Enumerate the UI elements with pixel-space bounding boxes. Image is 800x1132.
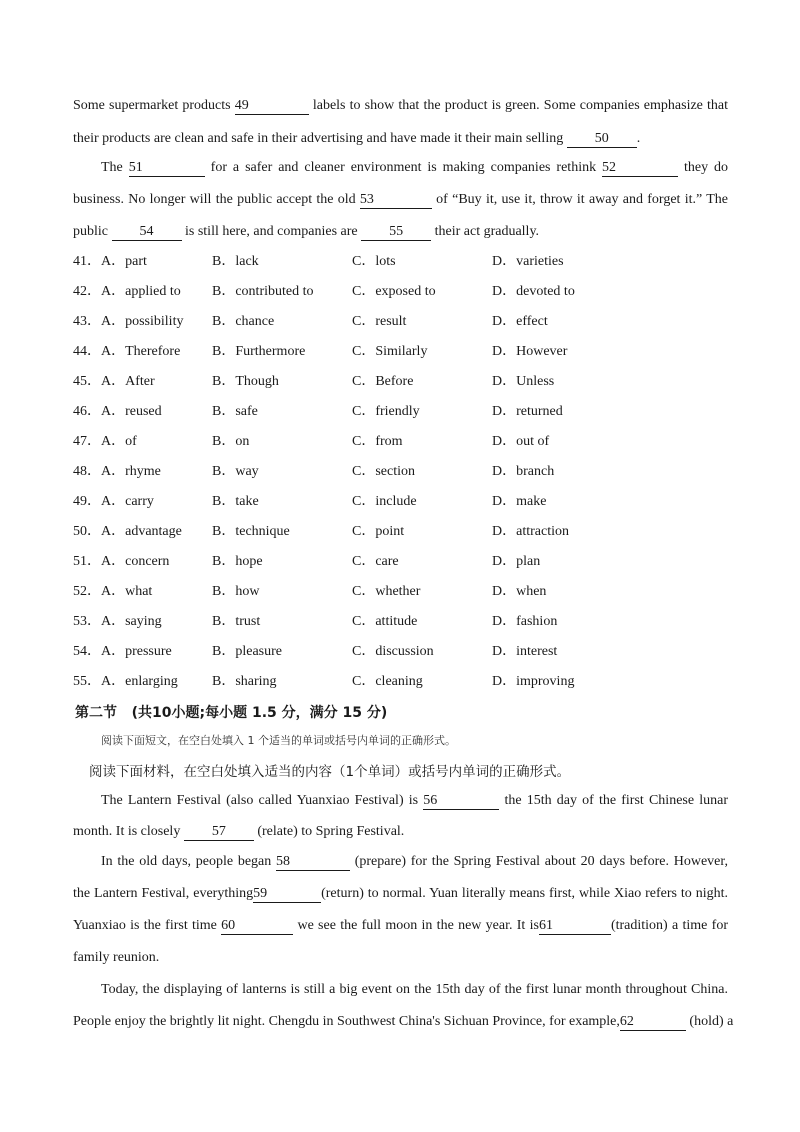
question-48-option-b[interactable]: B．way — [212, 464, 259, 479]
passage2-line-7 — [101, 980, 728, 1000]
question-47 — [73, 432, 733, 452]
question-41-option-c[interactable]: C．lots — [352, 254, 396, 269]
question-45-option-b[interactable]: B．Though — [212, 374, 279, 389]
question-47-option-a[interactable] — [73, 432, 137, 452]
text-run: . — [636, 131, 641, 146]
question-48-option-a[interactable] — [73, 462, 161, 482]
blank-54[interactable]: 54 — [112, 223, 182, 241]
text-run: The Lantern Festival (also called Yuanxiao Festival) is — [101, 793, 424, 808]
blank-59[interactable]: 59 — [253, 885, 321, 903]
question-54 — [73, 642, 733, 662]
question-41-option-d[interactable]: D．varieties — [492, 254, 564, 269]
question-number: 54． — [73, 644, 101, 659]
question-51-option-a[interactable] — [73, 552, 169, 572]
question-41-option-a[interactable] — [73, 252, 147, 272]
text-run: the Lantern Festival, everything — [73, 886, 254, 901]
question-52 — [73, 582, 733, 602]
blank-50[interactable]: 50 — [567, 130, 637, 148]
question-52-option-c[interactable]: C．whether — [352, 584, 421, 599]
text-run: Yuanxiao is the first time — [73, 918, 222, 933]
question-55-option-b[interactable]: B．sharing — [212, 674, 277, 689]
question-number: 42． — [73, 284, 101, 299]
text-run: their products are clean and safe in their advertising and have made it their main selling — [73, 131, 567, 146]
question-55-option-c[interactable]: C．cleaning — [352, 674, 423, 689]
question-53-option-a[interactable] — [73, 612, 162, 632]
question-54-option-a[interactable] — [73, 642, 172, 662]
question-50-option-b[interactable]: B．technique — [212, 524, 290, 539]
question-55 — [73, 672, 733, 692]
blank-62[interactable]: 62 — [620, 1013, 686, 1031]
question-number: 48． — [73, 464, 101, 479]
question-number: 55． — [73, 674, 101, 689]
text-run: Some supermarket products — [73, 98, 235, 113]
blank-52[interactable]: 52 — [602, 159, 678, 177]
question-53-option-c[interactable]: C．attitude — [352, 614, 418, 629]
section-title: 第二节 — [75, 705, 117, 721]
question-50-option-a[interactable] — [73, 522, 182, 542]
question-42-option-c[interactable]: C．exposed to — [352, 284, 436, 299]
text-run: (prepare) for the Spring Festival about 20 days before. However, — [349, 854, 729, 869]
blank-49[interactable]: 49 — [235, 97, 309, 115]
question-43-option-c[interactable]: C．result — [352, 314, 407, 329]
text-run: is still here, and companies are — [181, 224, 362, 239]
text-run: month. It is closely — [73, 824, 184, 839]
question-44 — [73, 342, 733, 362]
option-text: A．pressure — [101, 644, 172, 659]
passage1-line-5 — [73, 222, 728, 242]
passage1-line-3 — [101, 158, 728, 178]
text-run: they do — [678, 160, 729, 175]
question-53-option-d[interactable]: D．fashion — [492, 614, 558, 629]
question-43-option-a[interactable] — [73, 312, 183, 332]
question-42-option-d[interactable]: D．devoted to — [492, 284, 575, 299]
text-run: The — [101, 160, 129, 175]
blank-57[interactable]: 57 — [184, 823, 254, 841]
question-number: 53． — [73, 614, 101, 629]
question-48-option-d[interactable]: D．branch — [492, 464, 555, 479]
question-52-option-a[interactable] — [73, 582, 152, 602]
blank-60[interactable]: 60 — [221, 917, 293, 935]
question-42 — [73, 282, 733, 302]
question-50-option-c[interactable]: C．point — [352, 524, 405, 539]
text-run: business. No longer will the public accept the old — [73, 192, 360, 207]
question-43-option-d[interactable]: D．effect — [492, 314, 548, 329]
option-text: A．part — [101, 254, 147, 269]
blank-56[interactable]: 56 — [423, 792, 499, 810]
blank-55[interactable]: 55 — [361, 223, 431, 241]
passage2-line-1 — [101, 791, 728, 811]
section-directions: 阅读下面材料，在空白处填入适当的内容（1个单词）或括号内单词的正确形式。 — [89, 764, 571, 780]
passage1-line-1 — [73, 96, 728, 116]
section-scoring: (共10小题;每小题 1.5 分，满分 15 分) — [131, 705, 388, 721]
option-text: A．advantage — [101, 524, 182, 539]
question-53 — [73, 612, 733, 632]
passage2-line-6 — [73, 948, 728, 968]
question-47-option-d[interactable]: D．out of — [492, 434, 550, 449]
text-run: their act gradually. — [431, 224, 540, 239]
passage2-line-2 — [73, 822, 728, 842]
question-43 — [73, 312, 733, 332]
question-54-option-b[interactable]: B．pleasure — [212, 644, 282, 659]
blank-61[interactable]: 61 — [539, 917, 611, 935]
question-50-option-d[interactable]: D．attraction — [492, 524, 569, 539]
option-text: A．reused — [101, 404, 162, 419]
question-49 — [73, 492, 733, 512]
question-41 — [73, 252, 733, 272]
question-46-option-c[interactable]: C．friendly — [352, 404, 420, 419]
question-number: 49． — [73, 494, 101, 509]
question-51-option-b[interactable]: B．hope — [212, 554, 263, 569]
question-42-option-b[interactable]: B．contributed to — [212, 284, 314, 299]
option-text: A．rhyme — [101, 464, 161, 479]
text-run: (relate) to Spring Festival. — [253, 824, 405, 839]
blank-51[interactable]: 51 — [129, 159, 205, 177]
question-55-option-d[interactable]: D．improving — [492, 674, 575, 689]
question-48-option-c[interactable]: C．section — [352, 464, 415, 479]
passage2-line-5 — [73, 916, 728, 936]
text-run: we see the full moon in the new year. It is — [293, 918, 539, 933]
section-note: 阅读下面短文，在空白处填入 1 个适当的单词或括号内单词的正确形式。 — [101, 734, 456, 747]
question-46-option-d[interactable]: D．returned — [492, 404, 563, 419]
question-51 — [73, 552, 733, 572]
text-run: (return) to normal. Yuan literally means first, while Xiao refers to night. — [321, 886, 728, 901]
passage2-line-3 — [101, 852, 728, 872]
text-run: family reunion. — [73, 950, 160, 965]
text-run: labels to show that the product is green. Some companies emphasize that — [308, 98, 729, 113]
passage1-line-4 — [73, 190, 728, 210]
question-number: 43． — [73, 314, 101, 329]
question-49-option-c[interactable]: C．include — [352, 494, 417, 509]
question-44-option-a[interactable] — [73, 342, 180, 362]
option-text: A．of — [101, 434, 137, 449]
question-46 — [73, 402, 733, 422]
question-45-option-c[interactable]: C．Before — [352, 374, 414, 389]
text-run: the 15th day of the first Chinese lunar — [499, 793, 728, 808]
question-51-option-c[interactable]: C．care — [352, 554, 399, 569]
question-44-option-b[interactable]: B．Furthermore — [212, 344, 306, 359]
option-text: A．possibility — [101, 314, 184, 329]
blank-58[interactable]: 58 — [276, 853, 350, 871]
question-54-option-d[interactable]: D．interest — [492, 644, 558, 659]
question-47-option-b[interactable]: B．on — [212, 434, 250, 449]
question-54-option-c[interactable]: C．discussion — [352, 644, 434, 659]
text-run: public — [73, 224, 112, 239]
option-text: A．carry — [101, 494, 154, 509]
question-42-option-a[interactable] — [73, 282, 181, 302]
option-text: A．saying — [101, 614, 162, 629]
question-number: 45． — [73, 374, 101, 389]
question-49-option-b[interactable]: B．take — [212, 494, 259, 509]
option-text: A．applied to — [101, 284, 181, 299]
passage2-line-8 — [73, 1012, 734, 1032]
question-number: 46． — [73, 404, 101, 419]
question-46-option-b[interactable]: B．safe — [212, 404, 258, 419]
option-text: A．concern — [101, 554, 170, 569]
question-49-option-a[interactable] — [73, 492, 154, 512]
question-50 — [73, 522, 733, 542]
question-47-option-c[interactable]: C．from — [352, 434, 403, 449]
question-44-option-d[interactable]: D．However — [492, 344, 568, 359]
question-number: 44． — [73, 344, 101, 359]
text-run: (tradition) a time for — [610, 918, 728, 933]
question-number: 51． — [73, 554, 101, 569]
text-run: for a safer and cleaner environment is making companies rethink — [204, 160, 603, 175]
question-number: 50． — [73, 524, 101, 539]
question-49-option-d[interactable]: D．make — [492, 494, 547, 509]
blank-53[interactable]: 53 — [360, 191, 432, 209]
option-text: A．what — [101, 584, 153, 599]
question-51-option-d[interactable]: D．plan — [492, 554, 541, 569]
question-45-option-a[interactable] — [73, 372, 155, 392]
text-run: People enjoy the brightly lit night. Chengdu in Southwest China's Sichuan Province, for example, — [73, 1014, 620, 1029]
option-text: A．enlarging — [101, 674, 178, 689]
question-48 — [73, 462, 733, 482]
question-43-option-b[interactable]: B．chance — [212, 314, 275, 329]
passage1-line-2 — [73, 129, 728, 149]
question-52-option-d[interactable]: D．when — [492, 584, 547, 599]
question-number: 41． — [73, 254, 101, 269]
text-run: of “Buy it, use it, throw it away and forget it.” The — [431, 192, 728, 207]
question-45-option-d[interactable]: D．Unless — [492, 374, 555, 389]
section-heading — [75, 703, 387, 723]
option-text: A．Therefore — [101, 344, 181, 359]
question-45 — [73, 372, 733, 392]
option-text: A．After — [101, 374, 155, 389]
text-run: Today, the displaying of lanterns is still a big event on the 15th day of the first lunar month throughout China. — [101, 982, 728, 997]
question-53-option-b[interactable]: B．trust — [212, 614, 261, 629]
question-41-option-b[interactable]: B．lack — [212, 254, 259, 269]
question-52-option-b[interactable]: B．how — [212, 584, 260, 599]
question-44-option-c[interactable]: C．Similarly — [352, 344, 428, 359]
question-number: 47． — [73, 434, 101, 449]
question-46-option-a[interactable] — [73, 402, 162, 422]
text-run: (hold) a — [685, 1014, 734, 1029]
passage2-line-4 — [73, 884, 728, 904]
question-55-option-a[interactable] — [73, 672, 178, 692]
text-run: In the old days, people began — [101, 854, 276, 869]
question-number: 52． — [73, 584, 101, 599]
